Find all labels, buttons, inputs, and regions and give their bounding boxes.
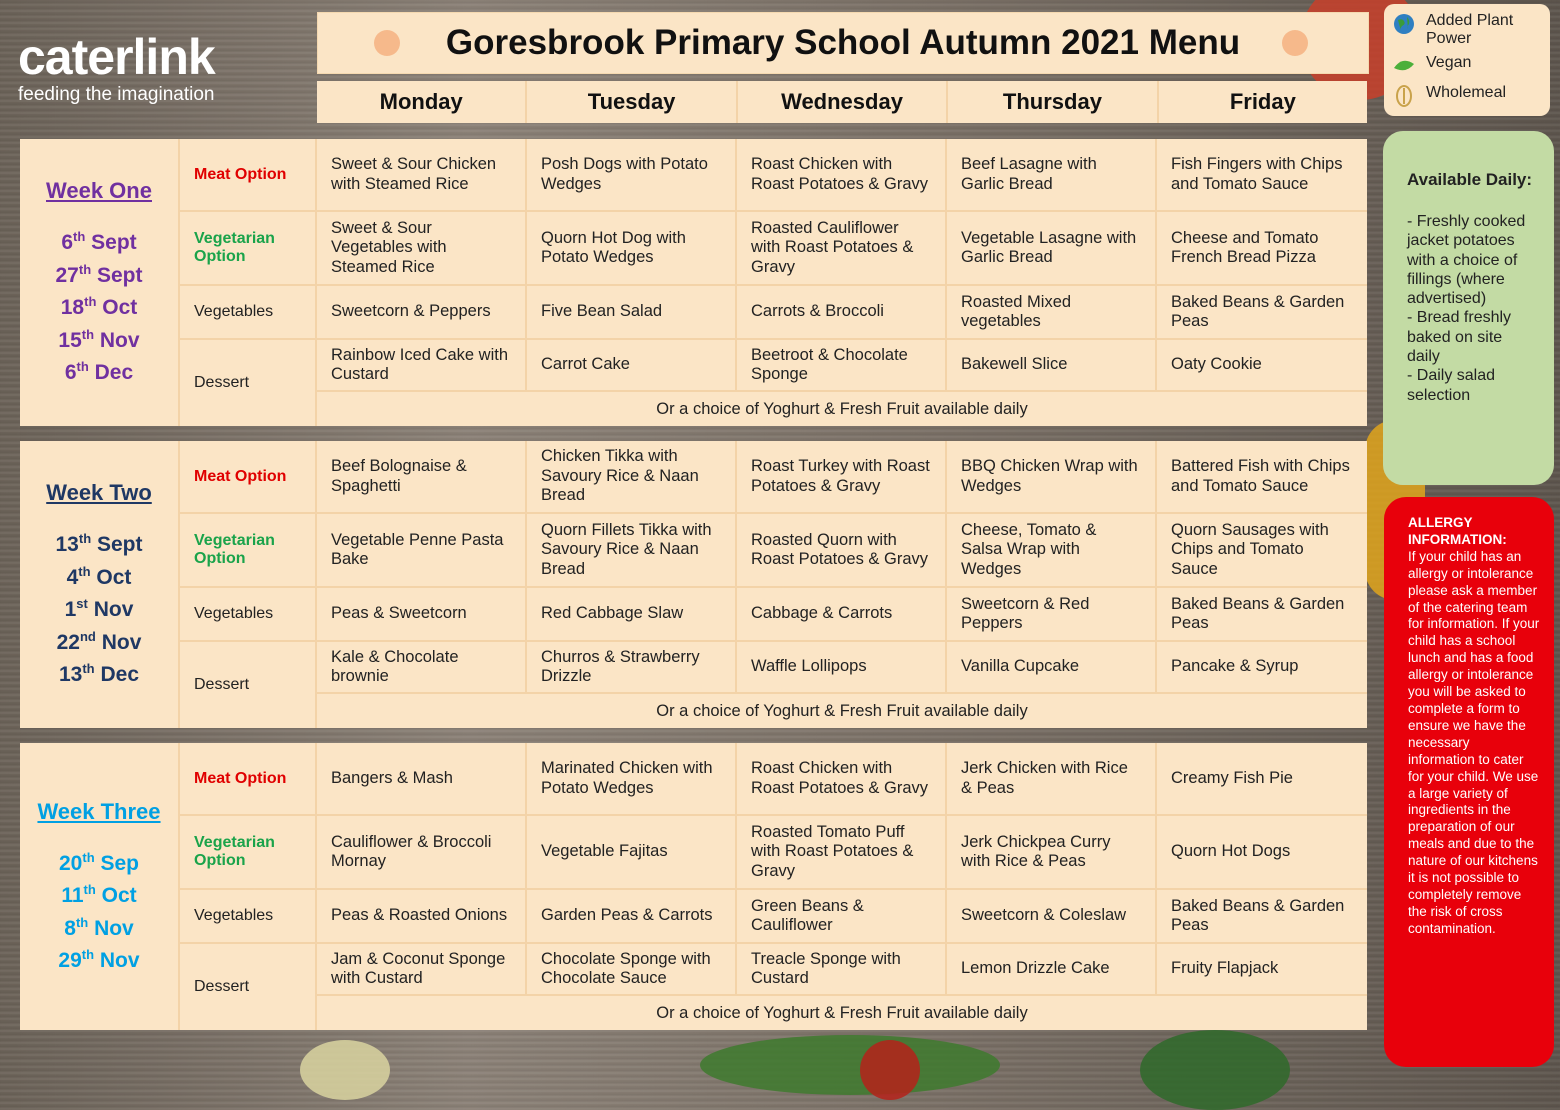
- leaf-icon: [1392, 54, 1416, 78]
- menu-cell: Carrots & Broccoli: [737, 286, 947, 338]
- week-date-day: 13: [58, 663, 83, 687]
- dessert-content: [317, 642, 1367, 728]
- menu-cell: Vegetable Penne Pasta Bake: [317, 514, 527, 586]
- title-bar: [317, 12, 1369, 74]
- title-dot-right: [1282, 30, 1308, 56]
- menu-cell: Bangers & Mash: [317, 743, 527, 814]
- menu-cell: Sweetcorn & Peppers: [317, 286, 527, 338]
- week-title: Week Three: [37, 798, 161, 824]
- menu-cell: Beetroot & Chocolate Sponge: [737, 340, 947, 390]
- category-label: Vegetables: [180, 588, 317, 640]
- menu-row-vegetarian-option: [180, 816, 1367, 890]
- week-date-suffix: th: [73, 229, 86, 245]
- menu-cell: Vanilla Cupcake: [947, 642, 1157, 692]
- category-label: Vegetables: [180, 890, 317, 942]
- week-grid: [180, 743, 1367, 1030]
- menu-cell: Beef Lasagne with Garlic Bread: [947, 139, 1157, 210]
- week-date-day: 22: [56, 630, 80, 654]
- menu-cell: Battered Fish with Chips and Tomato Sauce: [1171, 457, 1350, 495]
- week-date-suffix: th: [76, 359, 89, 375]
- menu-cell: Fruity Flapjack: [1171, 959, 1279, 978]
- week-date: [65, 354, 133, 387]
- menu-cell: Fish Fingers with Chips and Tomato Sauce: [1171, 155, 1343, 193]
- menu-cell: BBQ Chicken Wrap with Wedges: [947, 441, 1157, 512]
- week-grid: [180, 441, 1367, 728]
- menu-cell: Peas & Sweetcorn: [317, 588, 527, 640]
- decor-onion: [300, 1040, 390, 1100]
- menu-cell: Roast Chicken with Roast Potatoes & Gravy: [737, 139, 947, 210]
- week-date-month: Dec: [100, 663, 139, 687]
- day-headers: [317, 81, 1367, 123]
- dessert-block: [180, 642, 1367, 728]
- week-date: [61, 224, 136, 257]
- legend-label-plant-power: Added Plant Power: [1426, 12, 1514, 47]
- day-header-friday: Friday: [1159, 81, 1367, 123]
- week-date-day: 29: [58, 949, 82, 972]
- menu-cell: Posh Dogs with Potato Wedges: [527, 139, 737, 210]
- menu-row-meat-option: [180, 139, 1367, 212]
- menu-cell: Roasted Cauliflower with Roast Potatoes & Gravy: [737, 212, 947, 284]
- decor-tomato-small: [860, 1040, 920, 1100]
- menu-cell: Sweetcorn & Coleslaw: [947, 890, 1157, 942]
- category-label: Vegetables: [180, 286, 317, 338]
- menu-cell: Oaty Cookie: [1171, 355, 1262, 374]
- week-date-month: Nov: [99, 949, 140, 972]
- week-date-day: 6: [61, 231, 74, 255]
- logo-brand: caterlink: [18, 29, 215, 85]
- allergy-text: If your child has an allergy or intolerance please ask a member of the catering team for information. If your child has a school lunch and has a food allergy or intolerance you will be asked to complete a form to ensure we have the necessary information to cater for your child. We use a large variety of ingredients in the preparation of our meals and due to the nature of our kitchens it is not possible to completely remove the risk of cross contamination.: [1408, 548, 1540, 936]
- week-label: [20, 139, 180, 426]
- menu-cell: Quorn Fillets Tikka with Savoury Rice & Naan Bread: [527, 514, 737, 586]
- menu-cell: Lemon Drizzle Cake: [947, 944, 1157, 994]
- available-daily-panel: [1383, 131, 1554, 485]
- menu-cell: Carrot Cake: [527, 340, 737, 390]
- week-date-suffix: st: [76, 596, 88, 612]
- menu-cell: Waffle Lollipops: [737, 642, 947, 692]
- menu-cell: Baked Beans & Garden Peas: [1171, 594, 1345, 632]
- week-table: [20, 139, 1367, 426]
- week-date: [56, 526, 143, 559]
- menu-row-meat-option: [180, 441, 1367, 514]
- day-header-monday: Monday: [317, 81, 527, 123]
- menu-cell: Quorn Hot Dog with Potato Wedges: [527, 212, 737, 284]
- decor-greens: [1140, 1030, 1290, 1110]
- week-date-suffix: th: [81, 326, 95, 342]
- week-date: [58, 322, 139, 355]
- globe-icon: [1392, 12, 1416, 36]
- available-daily-heading: Available Daily:: [1407, 170, 1533, 189]
- menu-cell: Chicken Tikka with Savoury Rice & Naan Bread: [527, 441, 737, 512]
- day-header-thursday: Thursday: [948, 81, 1158, 123]
- menu-cell: Jam & Coconut Sponge with Custard: [317, 944, 527, 994]
- menu-row-vegetables: [180, 890, 1367, 944]
- day-header-wednesday: Wednesday: [738, 81, 948, 123]
- menu-cell: Churros & Strawberry Drizzle: [527, 642, 737, 692]
- menu-cell: Baked Beans & Garden Peas: [1171, 896, 1345, 934]
- week-date-month: Sept: [96, 263, 143, 287]
- category-label: Meat Option: [180, 139, 317, 210]
- week-date-month: Nov: [93, 598, 134, 622]
- week-date-day: 27: [55, 263, 79, 287]
- week-date-day: 18: [60, 296, 85, 320]
- week-date-suffix: th: [78, 531, 92, 547]
- menu-cell: Beef Bolognaise & Spaghetti: [317, 441, 527, 512]
- category-label: Dessert: [180, 944, 317, 1030]
- week-date-suffix: th: [78, 261, 92, 277]
- yoghurt-fruit-note: Or a choice of Yoghurt & Fresh Fruit available daily: [656, 701, 1028, 720]
- day-header-tuesday: Tuesday: [527, 81, 737, 123]
- week-date: [64, 910, 134, 943]
- week-date: [56, 257, 143, 290]
- allergy-heading: ALLERGY INFORMATION:: [1408, 515, 1507, 547]
- week-date-month: Nov: [94, 916, 134, 940]
- menu-cell: Cabbage & Carrots: [737, 588, 947, 640]
- week-date-month: Oct: [102, 296, 138, 320]
- menu-cell: Pancake & Syrup: [1171, 657, 1299, 676]
- week-date-suffix: th: [83, 882, 96, 897]
- menu-row-vegetables: [180, 588, 1367, 642]
- week-date-month: Sept: [91, 231, 137, 255]
- dessert-block: [180, 944, 1367, 1030]
- menu-row-vegetarian-option: [180, 514, 1367, 588]
- week-date-month: Nov: [99, 328, 140, 352]
- menu-cell: Marinated Chicken with Potato Wedges: [527, 743, 737, 814]
- week-date-suffix: th: [84, 294, 97, 310]
- week-date: [58, 942, 139, 975]
- menu-cell: Roasted Quorn with Roast Potatoes & Gravy: [737, 514, 947, 586]
- week-date-day: 6: [64, 361, 77, 385]
- legend-label-vegan: Vegan: [1426, 54, 1472, 71]
- dessert-content: [317, 944, 1367, 1030]
- menu-cell: Vegetable Fajitas: [527, 816, 737, 888]
- week-date-day: 4: [66, 565, 79, 589]
- week-date: [65, 591, 134, 624]
- week-date: [59, 845, 139, 878]
- week-label: [20, 441, 180, 728]
- legend: [1384, 4, 1550, 116]
- category-label: Meat Option: [180, 743, 317, 814]
- menu-cell: Chocolate Sponge with Chocolate Sauce: [527, 944, 737, 994]
- week-title: Week One: [46, 178, 152, 204]
- week-date-month: Oct: [101, 884, 137, 907]
- legend-item-vegan: [1392, 54, 1542, 78]
- menu-cell: Jerk Chickpea Curry with Rice & Peas: [947, 816, 1157, 888]
- legend-item-plant-power: [1392, 12, 1542, 48]
- week-date-day: 13: [55, 533, 79, 557]
- week-date: [61, 289, 138, 322]
- dessert-content: [317, 340, 1367, 426]
- category-label: Vegetarian Option: [180, 514, 317, 586]
- week-date-suffix: th: [82, 849, 95, 865]
- menu-row-vegetarian-option: [180, 212, 1367, 286]
- week-date-suffix: nd: [79, 628, 96, 644]
- menu-row-dessert: [317, 642, 1367, 694]
- caterlink-logo: [18, 30, 258, 106]
- week-date-month: Nov: [101, 630, 142, 654]
- menu-cell: Bakewell Slice: [947, 340, 1157, 390]
- allergy-panel: [1384, 497, 1554, 1067]
- menu-cell: Creamy Fish Pie: [1171, 768, 1293, 787]
- menu-cell: Five Bean Salad: [527, 286, 737, 338]
- week-date-suffix: th: [75, 914, 89, 930]
- menu-cell: Vegetable Lasagne with Garlic Bread: [947, 212, 1157, 284]
- available-daily-text: - Freshly cooked jacket potatoes with a choice of fillings (where advertised) - Bread freshly baked on site daily - Daily salad selection: [1407, 213, 1526, 404]
- week-date: [57, 624, 142, 657]
- menu-row-vegetables: [180, 286, 1367, 340]
- week-date-suffix: th: [82, 661, 95, 677]
- dessert-block: [180, 340, 1367, 426]
- week-table: [20, 743, 1367, 1030]
- menu-cell: Garden Peas & Carrots: [527, 890, 737, 942]
- week-date-day: 1: [64, 598, 77, 622]
- menu-cell: Green Beans & Cauliflower: [737, 890, 947, 942]
- menu-cell: Cheese and Tomato French Bread Pizza: [1171, 228, 1319, 266]
- category-label: Vegetarian Option: [180, 816, 317, 888]
- menu-cell: Sweet & Sour Vegetables with Steamed Rice: [317, 212, 527, 284]
- week-grid: [180, 139, 1367, 426]
- week-table: [20, 441, 1367, 728]
- week-label: [20, 743, 180, 1030]
- week-date-month: Sept: [96, 533, 143, 557]
- menu-cell: Quorn Hot Dogs: [1171, 842, 1291, 861]
- week-date: [61, 877, 136, 910]
- menu-cell: Kale & Chocolate brownie: [317, 642, 527, 692]
- menu-cell: Roasted Tomato Puff with Roast Potatoes & Gravy: [737, 816, 947, 888]
- week-date-suffix: th: [81, 947, 95, 962]
- legend-label-wholemeal: Wholemeal: [1426, 84, 1507, 101]
- week-date-day: 20: [59, 851, 83, 875]
- menu-cell: Cheese, Tomato & Salsa Wrap with Wedges: [947, 514, 1157, 586]
- menu-row-meat-option: [180, 743, 1367, 816]
- menu-cell: Sweetcorn & Red Peppers: [947, 588, 1157, 640]
- menu-cell: Jerk Chicken with Rice & Peas: [947, 743, 1157, 814]
- week-date-suffix: th: [78, 563, 91, 579]
- week-date-month: Sep: [100, 851, 139, 875]
- page-title: Goresbrook Primary School Autumn 2021 Menu: [445, 23, 1241, 62]
- week-date-day: 15: [58, 328, 82, 352]
- menu-cell: Roasted Mixed vegetables: [947, 286, 1157, 338]
- category-label: Dessert: [180, 340, 317, 426]
- wheat-icon: [1392, 84, 1416, 108]
- menu-cell: Peas & Roasted Onions: [317, 890, 527, 942]
- menu-cell: Sweet & Sour Chicken with Steamed Rice: [317, 139, 527, 210]
- title-dot-left: [374, 30, 400, 56]
- menu-row-dessert: [317, 944, 1367, 996]
- menu-cell: Red Cabbage Slaw: [527, 588, 737, 640]
- yoghurt-fruit-note: Or a choice of Yoghurt & Fresh Fruit available daily: [656, 399, 1028, 418]
- week-date: [67, 559, 132, 592]
- week-date-month: Dec: [94, 361, 134, 385]
- category-label: Dessert: [180, 642, 317, 728]
- week-date-month: Oct: [96, 565, 132, 589]
- menu-row-dessert: [317, 340, 1367, 392]
- category-label: Meat Option: [180, 441, 317, 512]
- category-label: Vegetarian Option: [180, 212, 317, 284]
- menu-cell: Roast Turkey with Roast Potatoes & Gravy: [737, 441, 947, 512]
- week-date: [59, 656, 139, 689]
- menu-cell: Treacle Sponge with Custard: [737, 944, 947, 994]
- week-date-day: 8: [64, 916, 76, 940]
- week-date-day: 11: [61, 884, 84, 907]
- logo-tagline: feeding the imagination: [18, 84, 215, 105]
- week-title: Week Two: [46, 480, 152, 506]
- menu-cell: Baked Beans & Garden Peas: [1171, 292, 1345, 330]
- menu-cell: Cauliflower & Broccoli Mornay: [317, 816, 527, 888]
- yoghurt-fruit-note: Or a choice of Yoghurt & Fresh Fruit available daily: [656, 1003, 1028, 1022]
- legend-item-wholemeal: [1392, 84, 1542, 108]
- menu-cell: Rainbow Iced Cake with Custard: [317, 340, 527, 390]
- decor-cucumber: [700, 1035, 1000, 1095]
- menu-cell: Quorn Sausages with Chips and Tomato Sauce: [1171, 520, 1329, 578]
- menu-cell: Roast Chicken with Roast Potatoes & Gravy: [737, 743, 947, 814]
